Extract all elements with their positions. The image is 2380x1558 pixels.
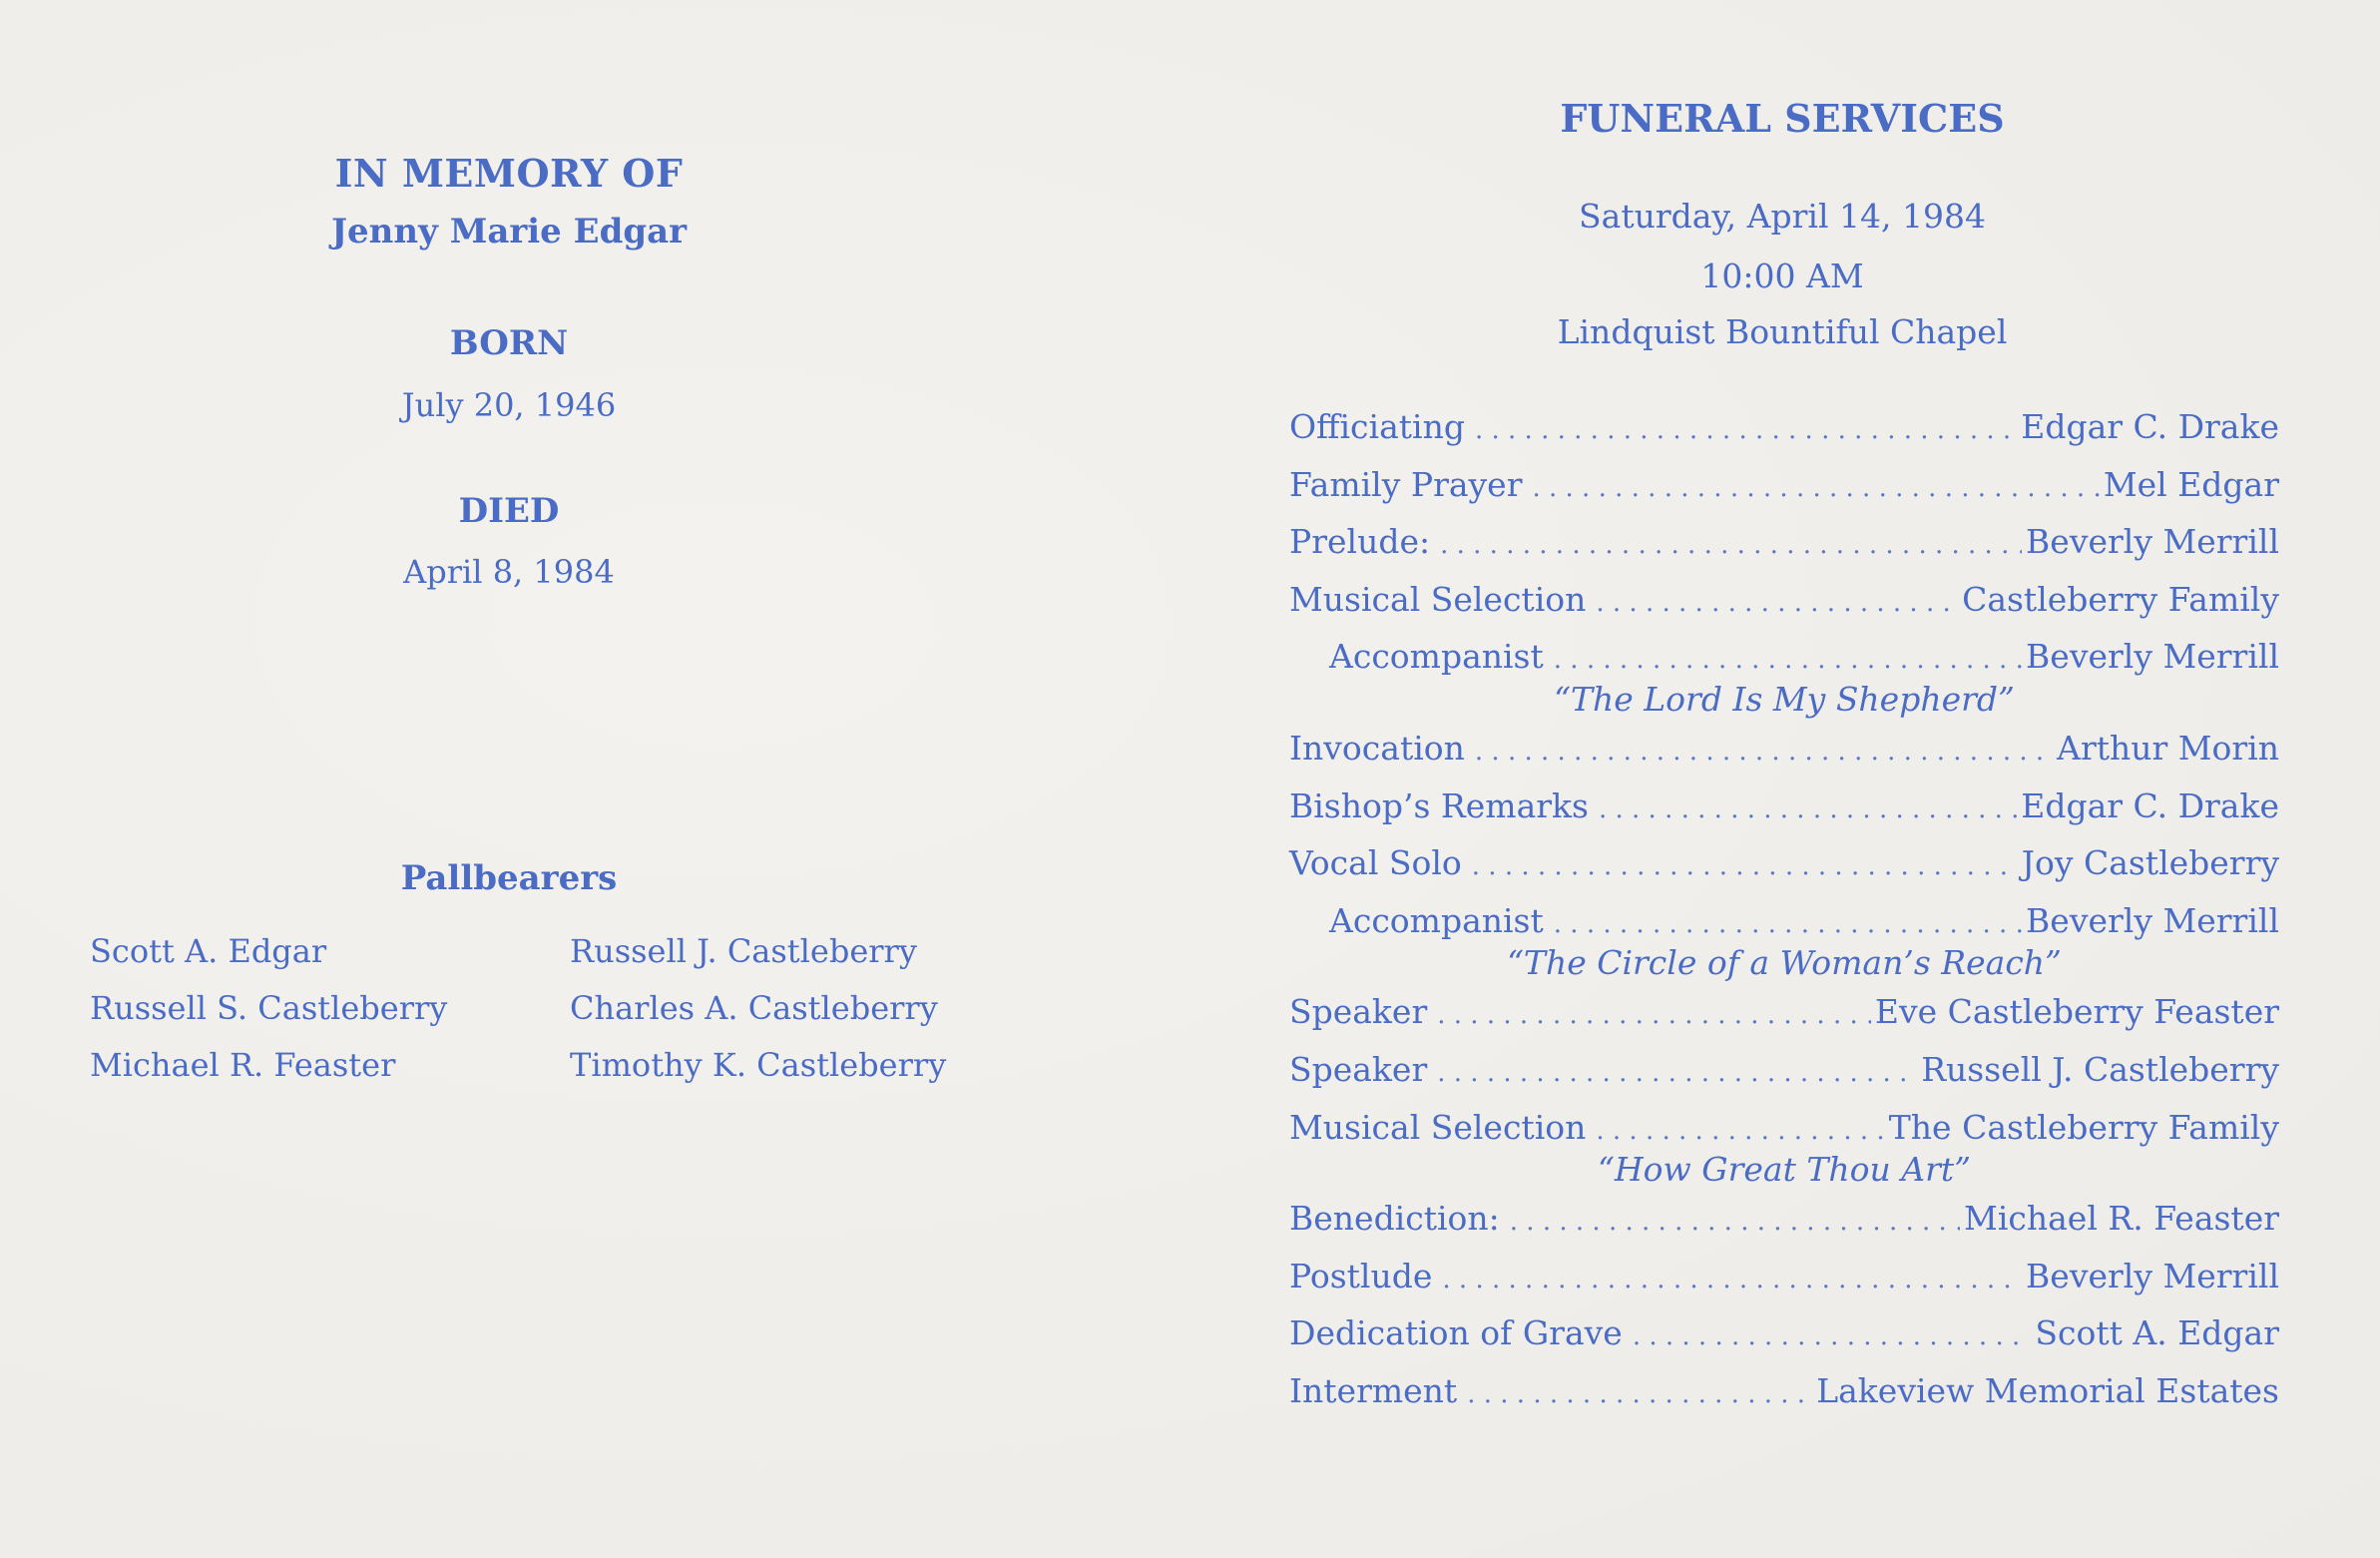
program-list bbox=[1289, 407, 2279, 1429]
left-panel bbox=[0, 0, 1018, 1558]
program-item-person: Eve Castleberry Feaster bbox=[1874, 992, 2279, 1032]
dot-leader bbox=[1472, 851, 2018, 881]
program-item-person: Joy Castleberry bbox=[2021, 843, 2279, 883]
dot-leader bbox=[1596, 588, 1958, 618]
died-label: DIED bbox=[458, 491, 560, 531]
dot-leader bbox=[1554, 645, 2022, 675]
pallbearers-column-2 bbox=[570, 923, 946, 1094]
program-item-label: Officiating bbox=[1289, 407, 1465, 446]
program-item-label: Musical Selection bbox=[1289, 1107, 1587, 1147]
in-memory-heading: IN MEMORY OF bbox=[334, 151, 684, 196]
dot-leader bbox=[1442, 1265, 2022, 1295]
pallbearers-column-1 bbox=[90, 923, 447, 1094]
program-item-label: Vocal Solo bbox=[1289, 843, 1462, 883]
program-row bbox=[1289, 786, 2279, 844]
program-item-label: Interment bbox=[1289, 1370, 1458, 1410]
program-row bbox=[1289, 729, 2279, 786]
program-item-label: Prelude: bbox=[1289, 522, 1431, 562]
pallbearer-name: Russell J. Castleberry bbox=[570, 932, 917, 970]
funeral-services-title: FUNERAL SERVICES bbox=[1560, 96, 2005, 141]
service-date: Saturday, April 14, 1984 bbox=[1579, 197, 1986, 236]
program-item-label: Accompanist bbox=[1329, 637, 1544, 677]
program-row bbox=[1289, 1257, 2279, 1314]
hymn-title: “The Circle of a Woman’s Reach” bbox=[1507, 943, 2062, 983]
dot-leader bbox=[1554, 909, 2022, 939]
program-item-person: Mel Edgar bbox=[2103, 464, 2279, 504]
deceased-name: Jenny Marie Edgar bbox=[330, 212, 688, 252]
program-item-label: Dedication of Grave bbox=[1289, 1313, 1623, 1353]
program-item-label: Speaker bbox=[1289, 992, 1428, 1032]
program-item-person: Beverly Merrill bbox=[2026, 637, 2279, 677]
program-item-label: Accompanist bbox=[1329, 900, 1544, 940]
program-item-label: Family Prayer bbox=[1289, 464, 1523, 504]
program-item-person: Castleberry Family bbox=[1962, 579, 2279, 619]
dot-leader bbox=[1510, 1207, 1960, 1237]
program-row bbox=[1289, 1199, 2279, 1257]
program-item-label: Postlude bbox=[1289, 1256, 1433, 1296]
died-date: April 8, 1984 bbox=[403, 553, 615, 591]
program-item-label: Benediction: bbox=[1289, 1199, 1500, 1239]
born-label: BORN bbox=[449, 323, 569, 363]
dot-leader bbox=[1596, 1116, 1884, 1146]
program-item-label: Bishop’s Remarks bbox=[1289, 785, 1589, 825]
program-row bbox=[1289, 522, 2279, 580]
program-item-person: Lakeview Memorial Estates bbox=[1816, 1370, 2279, 1410]
dot-leader bbox=[1599, 794, 2017, 824]
program-item-label: Speaker bbox=[1289, 1049, 1428, 1089]
program-row bbox=[1289, 580, 2279, 638]
program-row bbox=[1289, 1371, 2279, 1429]
dot-leader bbox=[1437, 1000, 1871, 1030]
program-row bbox=[1289, 1313, 2279, 1371]
program-row bbox=[1289, 1050, 2279, 1108]
dot-leader bbox=[1437, 1058, 1917, 1088]
dot-leader bbox=[1475, 415, 2017, 445]
program-item-person: Edgar C. Drake bbox=[2021, 785, 2279, 825]
program-item-person: Russell J. Castleberry bbox=[1921, 1049, 2279, 1089]
program-item-person: Edgar C. Drake bbox=[2021, 407, 2279, 446]
program-item-person: Beverly Merrill bbox=[2026, 522, 2279, 562]
program-row bbox=[1289, 465, 2279, 523]
program-item-person: Scott A. Edgar bbox=[2035, 1313, 2279, 1353]
dot-leader bbox=[1532, 473, 2099, 503]
pallbearer-name: Charles A. Castleberry bbox=[570, 989, 938, 1027]
pallbearer-name: Timothy K. Castleberry bbox=[570, 1046, 947, 1084]
dot-leader bbox=[1467, 1379, 1812, 1409]
program-item-person: Michael R. Feaster bbox=[1964, 1199, 2279, 1239]
pallbearer-name: Russell S. Castleberry bbox=[90, 989, 448, 1027]
service-time: 10:00 AM bbox=[1700, 257, 1864, 295]
program-row bbox=[1289, 992, 2279, 1050]
program-item-label: Invocation bbox=[1289, 728, 1465, 768]
born-date: July 20, 1946 bbox=[401, 386, 617, 424]
dot-leader bbox=[1440, 530, 2022, 560]
program-item-person: The Castleberry Family bbox=[1888, 1107, 2279, 1147]
dot-leader bbox=[1475, 737, 2053, 767]
program-item-person: Beverly Merrill bbox=[2026, 900, 2279, 940]
hymn-title: “How Great Thou Art” bbox=[1598, 1150, 1971, 1190]
pallbearer-name: Michael R. Feaster bbox=[90, 1046, 396, 1084]
program-item-label: Musical Selection bbox=[1289, 579, 1587, 619]
program-row bbox=[1289, 407, 2279, 465]
program-row bbox=[1289, 843, 2279, 901]
pallbearers-title: Pallbearers bbox=[400, 858, 618, 898]
pallbearer-name: Scott A. Edgar bbox=[90, 932, 327, 970]
dot-leader bbox=[1633, 1321, 2032, 1351]
service-place: Lindquist Bountiful Chapel bbox=[1557, 312, 2008, 351]
program-item-person: Arthur Morin bbox=[2057, 728, 2279, 768]
program-item-person: Beverly Merrill bbox=[2026, 1256, 2279, 1296]
hymn-title: “The Lord Is My Shepherd” bbox=[1554, 679, 2015, 719]
